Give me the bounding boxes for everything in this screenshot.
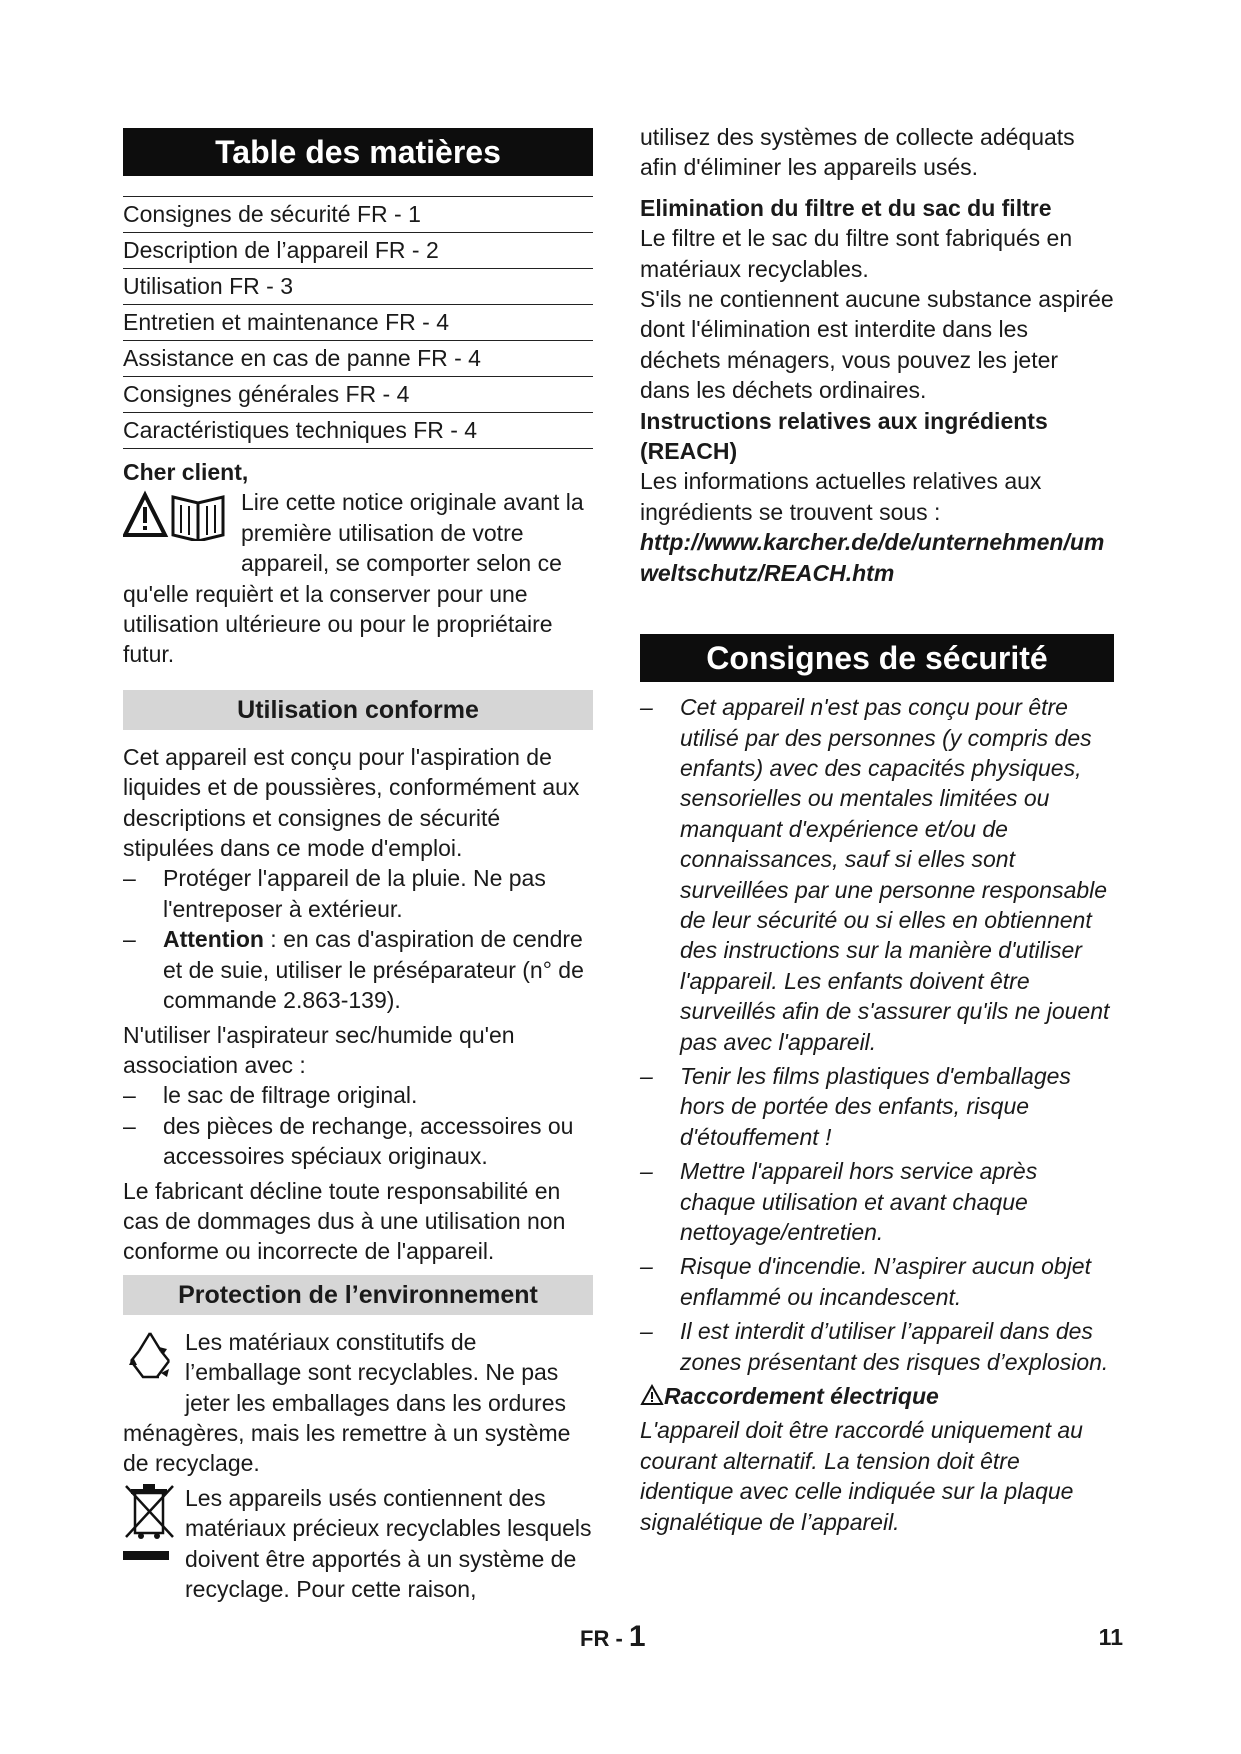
environment-text-1: Les matériaux constitutifs de l’emballage sont recyclables. Ne pas jeter les emballages dans les ordures ménagères, mais les remettre à un système de recyclage. (123, 1328, 571, 1477)
right-column (640, 122, 1114, 1537)
toc-item[interactable]: Consignes générales FR - 4 (123, 377, 593, 413)
toc-item[interactable]: Assistance en cas de panne FR - 4 (123, 341, 593, 377)
dash: – (640, 1158, 653, 1185)
filter-paragraph-2: S'ils ne contiennent aucune substance aspirée dont l'élimination est interdite dans les déchets ménagers, vous pouvez les jeter dans les déchets ordinaires. (640, 286, 1114, 404)
safety-title: Consignes de sécurité (640, 634, 1114, 682)
usage-bullet-text: le sac de filtrage original. (163, 1082, 418, 1109)
attention-label: Attention (163, 926, 264, 953)
toc-item[interactable]: Entretien et maintenance FR - 4 (123, 305, 593, 341)
usage-title: Utilisation conforme (123, 690, 593, 730)
reach-paragraph: Les informations actuelles relatives aux ingrédients se trouvent sous : (640, 468, 1042, 525)
footer-section-page-number: 1 (628, 1620, 646, 1653)
reach-title: Instructions relatives aux ingrédients (REACH) (640, 407, 1048, 465)
recycle-icon (123, 1327, 177, 1388)
page-number: 11 (1098, 1624, 1123, 1650)
safety-list (640, 692, 1114, 1377)
electrical-paragraph: L'appareil doit être raccordé uniquement au courant alternatif. La tension doit être identique avec celle indiquée sur la plaque signalétique de l’appareil. (640, 1417, 1083, 1535)
footer-section-page (580, 1620, 646, 1654)
left-column (123, 128, 593, 1604)
usage-bullet-text: : en cas d'aspiration de cendre et de suie, utiliser le préséparateur (n° de commande 2.863-139). (163, 926, 584, 1014)
dash: – (640, 1253, 653, 1280)
dash: – (640, 1318, 653, 1345)
warning-manual-icon (123, 487, 233, 548)
warning-icon (640, 1381, 664, 1411)
greeting: Cher client, (123, 459, 249, 485)
usage-bullet-text: des pièces de rechange, accessoires ou accessoires spéciaux originaux. (163, 1112, 574, 1170)
safety-item (640, 1156, 1114, 1247)
intro-paragraph (123, 487, 593, 669)
environment-continuation: utilisez des systèmes de collecte adéquats afin d'éliminer les appareils usés. (640, 124, 1075, 181)
toc-list (123, 196, 593, 449)
environment-paragraph-2 (123, 1483, 593, 1605)
footer-section: FR (580, 1626, 610, 1651)
dash: – (123, 926, 136, 953)
safety-item-text: Il est interdit d’utiliser l’appareil dans des zones présentant des risques d’explosion. (680, 1318, 1109, 1375)
usage-bullet-text: Protéger l'appareil de la pluie. Ne pas l'entreposer à extérieur. (163, 865, 546, 922)
toc-item[interactable]: Consignes de sécurité FR - 1 (123, 197, 593, 233)
toc-item[interactable]: Utilisation FR - 3 (123, 269, 593, 305)
usage-bullet-2 (123, 924, 593, 1015)
usage-bullet-4 (123, 1111, 593, 1172)
usage-paragraph-2: N'utiliser l'aspirateur sec/humide qu'en association avec : (123, 1021, 515, 1078)
intro-text: Lire cette notice originale avant la première utilisation de votre appareil, se comporter selon ce qu'elle requièrt et la conserver pour une utilisation ultérieure ou pour le propriétaire futur. (123, 489, 584, 668)
weee-crossed-bin-icon (123, 1483, 177, 1574)
environment-title: Protection de l’environnement (123, 1275, 593, 1315)
safety-item-text: Risque d'incendie. N’aspirer aucun objet enflammé ou incandescent. (680, 1253, 1091, 1310)
safety-item (640, 692, 1114, 1057)
safety-item-text: Tenir les films plastiques d'emballages hors de portée des enfants, risque d'étouffement ! (680, 1062, 1071, 1150)
dash: – (123, 1082, 136, 1109)
electrical-title-text: Raccordement électrique (664, 1383, 939, 1410)
safety-item (640, 1316, 1114, 1377)
electrical-title (640, 1381, 1114, 1411)
usage-paragraph-3: Le fabricant décline toute responsabilité en cas de dommages dus à une utilisation non conforme ou incorrecte de l'appareil. (123, 1177, 566, 1265)
dash: – (123, 1112, 136, 1139)
usage-bullet-1 (123, 863, 593, 924)
dash: – (123, 865, 136, 892)
safety-item (640, 1061, 1114, 1152)
footer-sep: - (609, 1626, 629, 1651)
toc-item[interactable]: Caractéristiques techniques FR - 4 (123, 413, 593, 449)
filter-title: Elimination du filtre et du sac du filtre (640, 194, 1052, 221)
usage-bullet-3 (123, 1080, 593, 1110)
usage-paragraph-1: Cet appareil est conçu pour l'aspiration de liquides et de poussières, conformément aux descriptions et consignes de sécurité stipulées dans ce mode d'emploi. (123, 743, 580, 862)
safety-item (640, 1251, 1114, 1312)
safety-item-text: Cet appareil n'est pas conçu pour être utilisé par des personnes (y compris des enfants) avec des capacités physiques, sensorielles ou mentales limitées ou manquant d'expérience et/ou de connaissances, sauf si elles sont surveillées par une personne responsable de leur sécurité ou si elles en obtiennent des instructions sur la manière d'utiliser l'appareil. Les enfants doivent être surveillés afin de s'assurer qu'ils ne jouent pas avec l'appareil. (680, 694, 1110, 1055)
dash: – (640, 1062, 653, 1089)
reach-link[interactable]: http://www.karcher.de/de/unternehmen/umweltschutz/REACH.htm (640, 529, 1105, 586)
toc-title: Table des matières (123, 128, 593, 176)
safety-item-text: Mettre l'appareil hors service après chaque utilisation et avant chaque nettoyage/entretien. (680, 1158, 1038, 1245)
filter-paragraph-1: Le filtre et le sac du filtre sont fabriqués en matériaux recyclables. (640, 225, 1073, 282)
environment-paragraph-1 (123, 1327, 593, 1479)
dash: – (640, 694, 653, 721)
environment-text-2: Les appareils usés contiennent des matériaux précieux recyclables lesquels doivent être apportés à un système de recyclage. Pour cette raison, (185, 1484, 592, 1602)
toc-item[interactable]: Description de l’appareil FR - 2 (123, 233, 593, 269)
